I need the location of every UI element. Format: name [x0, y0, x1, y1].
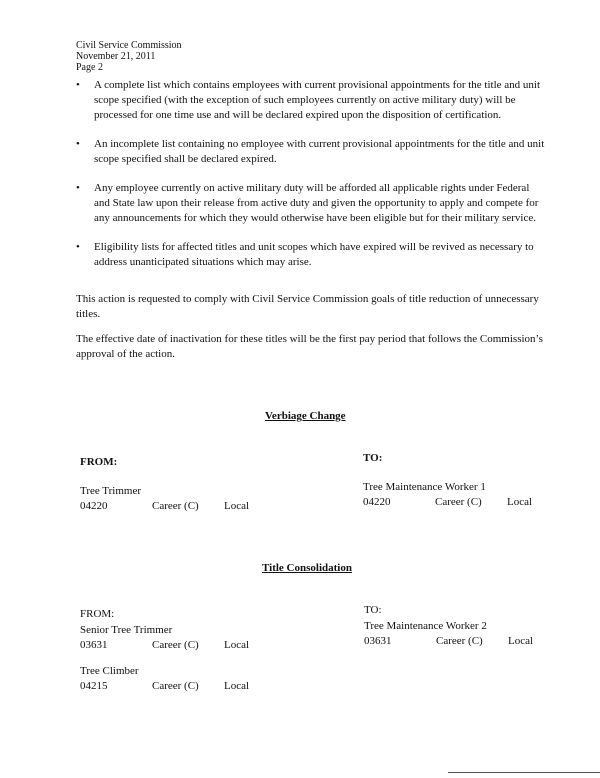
header-date: November 21, 2011	[76, 51, 156, 62]
title-code: 04220	[80, 500, 108, 512]
verbiage-from-details	[80, 500, 249, 512]
title-type: Career (C)	[152, 500, 199, 512]
bullet-text: Any employee currently on active military duty will be afforded all applicable rights under Federal and State law upon their release from active duty and given the opportunity to apply and compete for any announcements for which they would otherwise have been eligible but for their military service.	[94, 182, 539, 224]
purpose-paragraph: This action is requested to comply with Civil Service Commission goals of title reduction of unnecessary titles.	[76, 293, 539, 320]
title-type: Career (C)	[435, 496, 482, 508]
consolidation-from-details-1	[80, 639, 249, 651]
bullet-icon: •	[76, 138, 80, 150]
bullet-item	[76, 181, 546, 226]
consolidation-from-details-2	[80, 680, 249, 692]
consolidation-to-title: Tree Maintenance Worker 2	[364, 620, 487, 632]
consolidation-to-details	[364, 635, 533, 647]
title-code: 04220	[363, 496, 391, 508]
verbiage-from-label: FROM:	[80, 456, 118, 468]
verbiage-from-title: Tree Trimmer	[80, 485, 142, 497]
letter-header	[76, 40, 182, 73]
title-scope: Local	[224, 680, 250, 692]
verbiage-to-label: TO:	[363, 452, 383, 464]
title-code: 04215	[80, 680, 108, 692]
consolidation-from-title-1: Senior Tree Trimmer	[80, 624, 173, 636]
header-org: Civil Service Commission	[76, 40, 182, 51]
title-code: 03631	[364, 635, 392, 647]
bullet-icon: •	[76, 241, 80, 253]
bullet-icon: •	[76, 182, 80, 194]
title-consolidation-heading: Title Consolidation	[262, 562, 352, 574]
title-code: 03631	[80, 639, 108, 651]
effective-date-paragraph: The effective date of inactivation for these titles will be the first pay period that follows the Commission’s approval of the action.	[76, 333, 543, 360]
bullet-text: Eligibility lists for affected titles and unit scopes which have expired will be revived as necessary to address unanticipated situations which may arise.	[94, 241, 534, 268]
bullet-list	[76, 78, 546, 284]
title-scope: Local	[224, 639, 250, 651]
title-scope: Local	[507, 496, 533, 508]
footer-divider	[448, 772, 600, 773]
bullet-item	[76, 137, 546, 167]
bullet-text: A complete list which contains employees with current provisional appointments for the title and unit scope specified (with the exception of such employees currently on active military duty) will be processed for one time use and will be declared expired upon the disposition of certification.	[94, 79, 541, 121]
verbiage-to-details	[363, 496, 532, 508]
header-page-number: Page 2	[76, 62, 103, 73]
bullet-text: An incomplete list containing no employee with current provisional appointments for the title and unit scope specified shall be declared expired.	[94, 138, 545, 165]
consolidation-from-title-2: Tree Climber	[80, 665, 139, 677]
consolidation-from-label: FROM:	[80, 608, 115, 620]
title-type: Career (C)	[152, 680, 199, 692]
title-scope: Local	[508, 635, 534, 647]
verbiage-to-title: Tree Maintenance Worker 1	[363, 481, 486, 493]
consolidation-to-label: TO:	[364, 604, 382, 616]
title-type: Career (C)	[436, 635, 483, 647]
title-type: Career (C)	[152, 639, 199, 651]
bullet-item	[76, 240, 546, 270]
bullet-item	[76, 78, 546, 123]
verbiage-change-heading: Verbiage Change	[265, 410, 346, 422]
title-scope: Local	[224, 500, 250, 512]
bullet-icon: •	[76, 79, 80, 91]
